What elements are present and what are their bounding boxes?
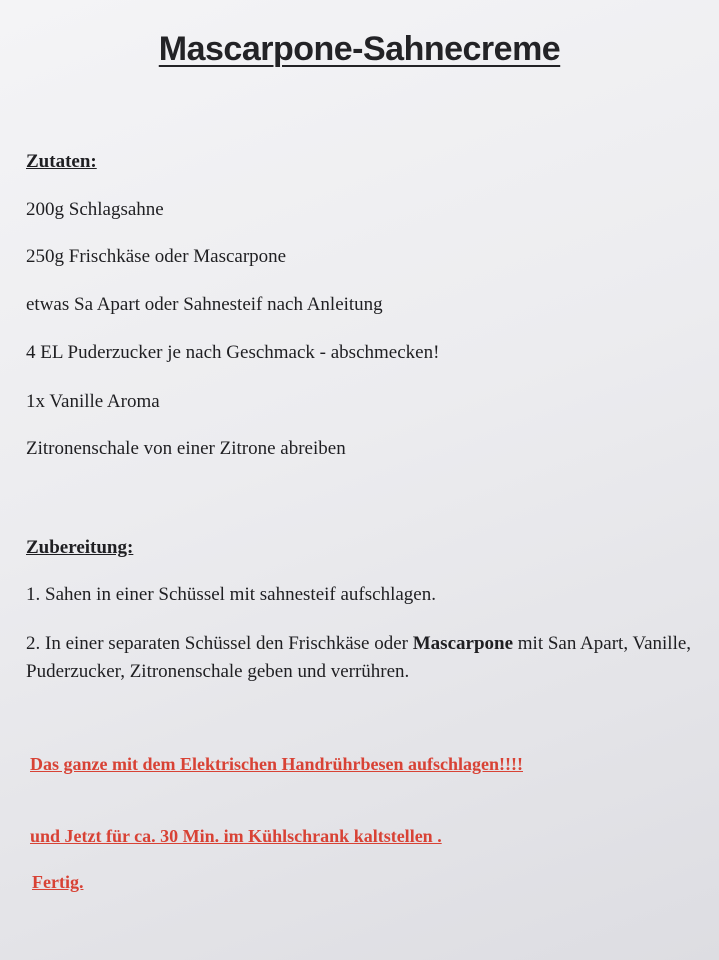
ingredient-item: 250g Frischkäse oder Mascarpone [26, 246, 287, 267]
ingredient-item: 200g Schlagsahne [26, 199, 164, 220]
ingredient-item: 1x Vanille Aroma [26, 391, 160, 412]
step-2-bold-mascarpone: Mascarpone [412, 633, 514, 654]
ingredient-item: 4 EL Puderzucker je nach Geschmack - abschmecken! [26, 342, 440, 363]
recipe-title [0, 30, 719, 69]
ingredients-heading: Zutaten: [26, 151, 97, 172]
note-mix: Das ganze mit dem Elektrischen Handrührbesen aufschlagen!!!! [30, 754, 523, 774]
ingredient-item: etwas Sa Apart oder Sahnesteif nach Anleitung [26, 294, 383, 315]
ingredient-item: Zitronenschale von einer Zitrone abreiben [26, 438, 346, 459]
preparation-heading: Zubereitung: [26, 537, 134, 558]
note-done: Fertig. [32, 872, 84, 892]
recipe-title-text: Mascarpone-Sahnecreme [158, 30, 561, 68]
note-chill: und Jetzt für ca. 30 Min. im Kühlschrank kaltstellen . [30, 826, 442, 846]
step-2-text-after: mit San Apart, Vanille, Puderzucker, Zitronenschale geben und verrühren. [26, 633, 692, 682]
preparation-step-2 [26, 630, 706, 686]
step-2-text-before: 2. In einer separaten Schüssel den Frischkäse oder [26, 633, 413, 654]
preparation-step-1: 1. Sahen in einer Schüssel mit sahnesteif aufschlagen. [26, 584, 436, 605]
